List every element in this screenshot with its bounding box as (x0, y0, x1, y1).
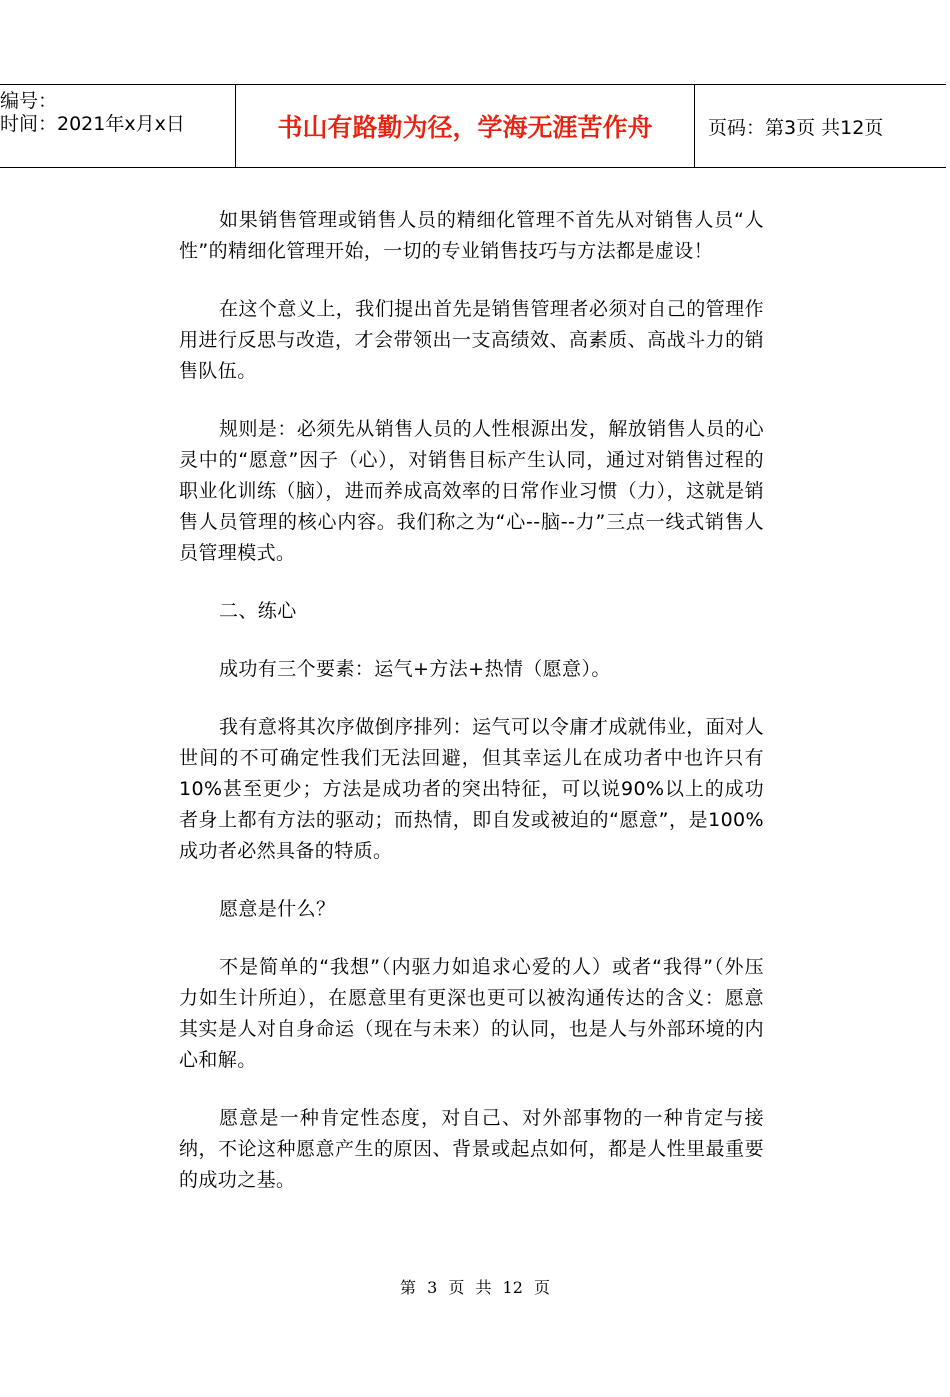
header-motto-cell (235, 85, 695, 167)
header-page-cell (695, 85, 946, 167)
paragraph: 不是简单的“我想”（内驱力如追求心爱的人）或者“我得”（外压力如生计所迫），在愿意里有更深也更可以被沟通传达的含义：愿意其实是人对自身命运（现在与未来）的认同，也是人与外部环境的内心和解。 (179, 956, 764, 1071)
document-header (0, 84, 946, 168)
paragraph: 如果销售管理或销售人员的精细化管理不首先从对销售人员“人性”的精细化管理开始，一切的专业销售技巧与方法都是虚设！ (179, 209, 764, 262)
page-footer: 第 3 页 共 12 页 (400, 1278, 550, 1297)
header-info-cell (0, 85, 235, 167)
paragraph: 愿意是一种肯定性态度，对自己、对外部事物的一种肯定与接纳，不论这种愿意产生的原因、背景或起点如何，都是人性里最重要的成功之基。 (179, 1107, 764, 1191)
header-motto: 书山有路勤为径，学海无涯苦作舟 (277, 113, 653, 142)
paragraph: 我有意将其次序做倒序排列：运气可以令庸才成就伟业，面对人世间的不可确定性我们无法回避，但其幸运儿在成功者中也许只有10%甚至更少；方法是成功者的突出特征，可以说90%以上的成功者身上都有方法的驱动；而热情，即自发或被迫的“愿意”，是100%成功者必然具备的特质。 (179, 716, 764, 862)
paragraph: 愿意是什么？ (219, 898, 336, 920)
paragraph: 在这个意义上，我们提出首先是销售管理者必须对自己的管理作用进行反思与改造，才会带领出一支高绩效、高素质、高战斗力的销售队伍。 (179, 298, 764, 382)
document-number-label: 编号： (0, 90, 58, 112)
header-page-info: 页码：第3页 共12页 (708, 117, 884, 139)
section-heading: 二、练心 (219, 600, 297, 622)
document-time-label: 时间：2021年x月x日 (0, 113, 185, 135)
document-body (179, 205, 764, 1223)
paragraph: 规则是：必须先从销售人员的人性根源出发，解放销售人员的心灵中的“愿意”因子（心），对销售目标产生认同，通过对销售过程的职业化训练（脑），进而养成高效率的日常作业习惯（力），这就是销售人员管理的核心内容。我们称之为“心--脑--力”三点一线式销售人员管理模式。 (179, 418, 764, 564)
paragraph: 成功有三个要素：运气+方法+热情（愿意）。 (219, 658, 611, 680)
